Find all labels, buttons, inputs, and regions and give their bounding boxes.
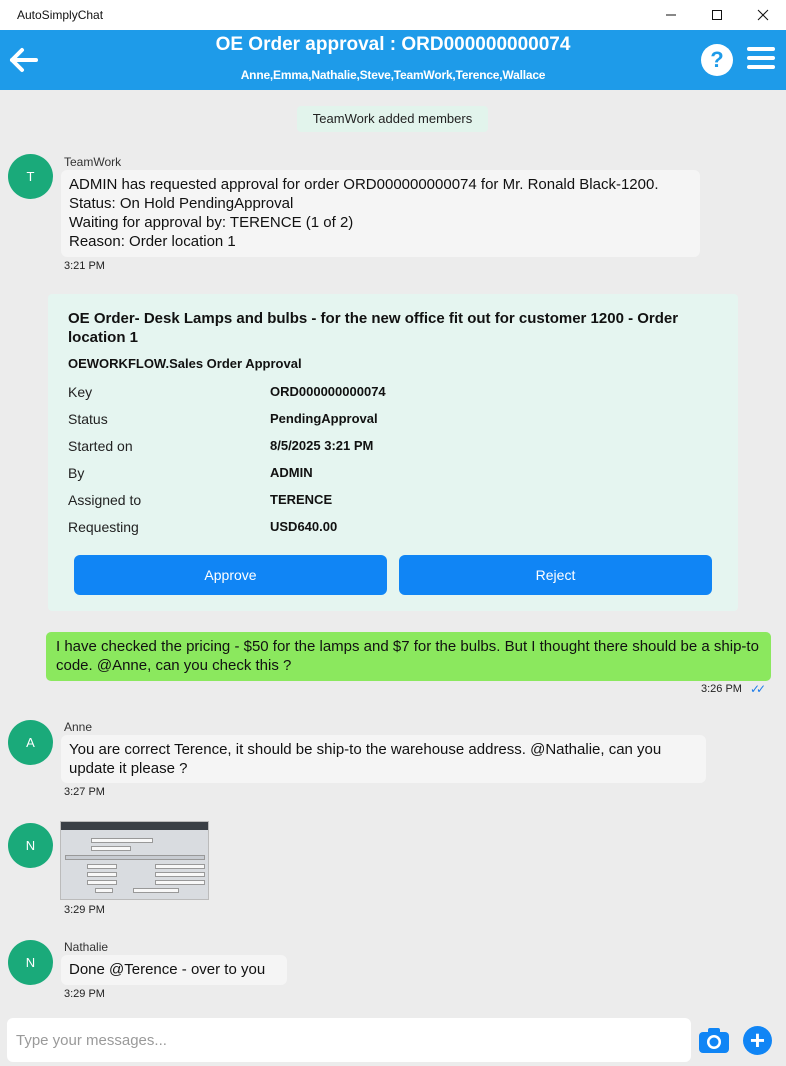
message-bubble: Done @Terence - over to you [61, 955, 287, 985]
approve-button[interactable]: Approve [74, 555, 387, 595]
reject-button[interactable]: Reject [399, 555, 712, 595]
card-subtitle: OEWORKFLOW.Sales Order Approval [68, 356, 302, 371]
close-window-button[interactable] [740, 0, 786, 30]
own-message-bubble: I have checked the pricing - $50 for the lamps and $7 for the bulbs. But I thought there should be a ship-to code. @Anne, can you check this ? [46, 632, 771, 681]
message-line: Status: On Hold PendingApproval [69, 195, 294, 212]
maximize-button[interactable] [694, 0, 740, 30]
card-row-label: Started on [68, 438, 133, 454]
card-row-value: ORD000000000074 [270, 384, 386, 399]
card-row-label: Requesting [68, 519, 139, 535]
camera-button[interactable] [698, 1026, 730, 1054]
chat-title: OE Order approval : ORD000000000074 [215, 34, 571, 55]
avatar: N [8, 823, 53, 868]
sender-name: Anne [64, 720, 93, 734]
message-bubble: You are correct Terence, it should be ship-to the warehouse address. @Nathalie, can you update it please ? [61, 735, 706, 783]
menu-button[interactable] [747, 47, 775, 71]
hamburger-icon [747, 47, 775, 51]
avatar: T [8, 154, 53, 199]
screenshot-titlebar [61, 822, 208, 830]
window-titlebar [0, 0, 786, 30]
image-attachment[interactable] [60, 821, 209, 900]
card-row-value: USD640.00 [270, 519, 338, 534]
message-time: 3:29 PM [64, 904, 105, 916]
message-bubble [61, 170, 700, 257]
add-button[interactable] [743, 1026, 772, 1055]
chat-header [0, 30, 786, 90]
window-title: AutoSimplyChat [17, 8, 104, 22]
camera-icon [698, 1026, 730, 1054]
card-row-label: Assigned to [68, 492, 142, 508]
help-button[interactable] [701, 44, 733, 76]
maximize-icon [711, 9, 723, 21]
read-receipt-icon: ✓✓ [750, 682, 763, 696]
message-time: 3:21 PM [64, 260, 105, 272]
card-row-value: ADMIN [270, 465, 313, 480]
card-row-value: TERENCE [270, 492, 333, 507]
minimize-button[interactable] [648, 0, 694, 30]
message-line: ADMIN has requested approval for order ORD000000000074 for Mr. Ronald Black-1200. [69, 176, 659, 193]
card-row-label: Key [68, 384, 93, 400]
message-line: Waiting for approval by: TERENCE (1 of 2) [69, 214, 354, 231]
approval-card [48, 294, 738, 611]
avatar: A [8, 720, 53, 765]
composer [0, 1014, 786, 1066]
sender-name: Nathalie [64, 940, 109, 954]
close-icon [757, 9, 769, 21]
message-time: 3:26 PM [701, 683, 742, 695]
card-title: OE Order- Desk Lamps and bulbs - for the new office fit out for customer 1200 - Order location 1 [68, 310, 679, 346]
minimize-icon [665, 9, 677, 21]
card-row-label: Status [68, 411, 108, 427]
avatar: N [8, 940, 53, 985]
message-time: 3:27 PM [64, 786, 105, 798]
chat-members: Anne,Emma,Nathalie,Steve,TeamWork,Terence,Wallace [240, 68, 546, 82]
card-row-value: PendingApproval [270, 411, 378, 426]
system-message: TeamWork added members [297, 106, 488, 132]
card-row-value: 8/5/2025 3:21 PM [270, 438, 374, 453]
plus-icon: + [749, 1025, 766, 1055]
sender-name: TeamWork [64, 155, 122, 169]
help-icon: ? [710, 47, 724, 72]
message-time: 3:29 PM [64, 988, 105, 1000]
message-input[interactable] [7, 1018, 691, 1062]
message-line: Reason: Order location 1 [69, 233, 236, 250]
card-row-label: By [68, 465, 85, 481]
